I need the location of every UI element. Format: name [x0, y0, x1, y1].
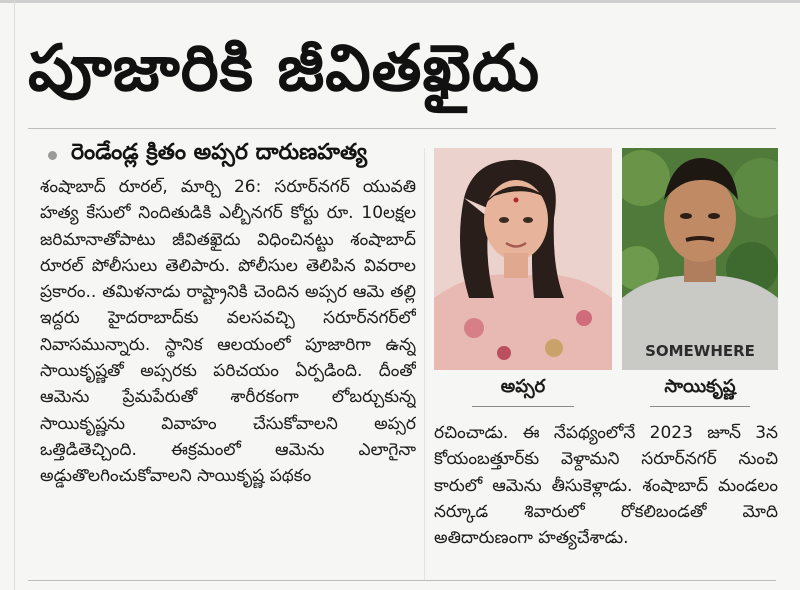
bullet-icon — [48, 151, 57, 160]
column-divider — [424, 148, 425, 580]
article-paragraph: శంషాబాద్ రూరల్, మార్చి 26: సరూర్‌నగర్ యువతి హత్య కేసులో నిందితుడికి ఎల్బీనగర్ కోర్టు రూ. 10లక్షల జరిమానాతోపాటు జీవితఖైదు విధించినట్టు శంషాబాద్ రూరల్ పోలీసులు తెలిపారు. పోలీసుల తెలిపిన వివరాల ప్రకారం.. తమిళనాడు రాష్ట్రానికి చెందిన అప్సర ఆమె తల్లి ఇద్దరు హైదరాబాద్‌కు వలసవచ్చి సరూర్‌నగర్‌లో నివాసమున్నారు. స్థానిక ఆలయంలో పూజారిగా ఉన్న సాయికృష్ణతో అప్సరకు పరిచయం ఏర్పడింది. దీంతో ఆమెను ప్రేమపేరుతో శారీరకంగా లోబర్చుకున్న సాయికృష్ణను వివాహం చేసుకోవాలని అప్సర ఒత్తిడితెచ్చింది. ఈక్రమంలో ఆమెను ఎలాగైనా అడ్డుతొలగించుకోవాలని సాయికృష్ణ పథకం — [40, 177, 416, 487]
page-top-edge — [0, 0, 800, 3]
woman-portrait-photo — [434, 148, 612, 370]
bottom-divider — [28, 580, 776, 581]
shirt-print-text: SOMEWHERE — [645, 342, 755, 360]
photo-saikrishna — [622, 148, 778, 370]
subheading: రెండేండ్ల క్రితం అప్సర దారుణహత్య — [71, 140, 368, 165]
caption-underline-right — [650, 406, 750, 407]
headline-divider — [28, 128, 776, 129]
photo-apsara — [434, 148, 612, 370]
caption-underline-left — [472, 406, 574, 407]
article-paragraph-continued: రచించాడు. ఈ నేపథ్యంలోనే 2023 జూన్ 3న కోయంబత్తూర్‌కు వెళ్దామని సరూర్‌నగర్ నుంచి కారులో ఆమెను తీసుకెళ్లాడు. శంషాబాద్ మండలం నర్కూడ శివారులో రోకలిబండతో మోది అతిదారుణంగా హత్యచేశాడు. — [434, 423, 778, 549]
article-body-right-column — [434, 420, 778, 566]
photo-caption-apsara: అప్సర — [500, 376, 546, 397]
photo-caption-saikrishna: సాయికృష్ణ — [664, 376, 736, 397]
headline: పూజారికి జీవితఖైదు — [28, 32, 541, 106]
subheading-row — [48, 140, 367, 170]
man-portrait-photo — [622, 148, 778, 370]
article-body-left-column — [40, 174, 416, 566]
page-left-edge — [14, 0, 15, 590]
